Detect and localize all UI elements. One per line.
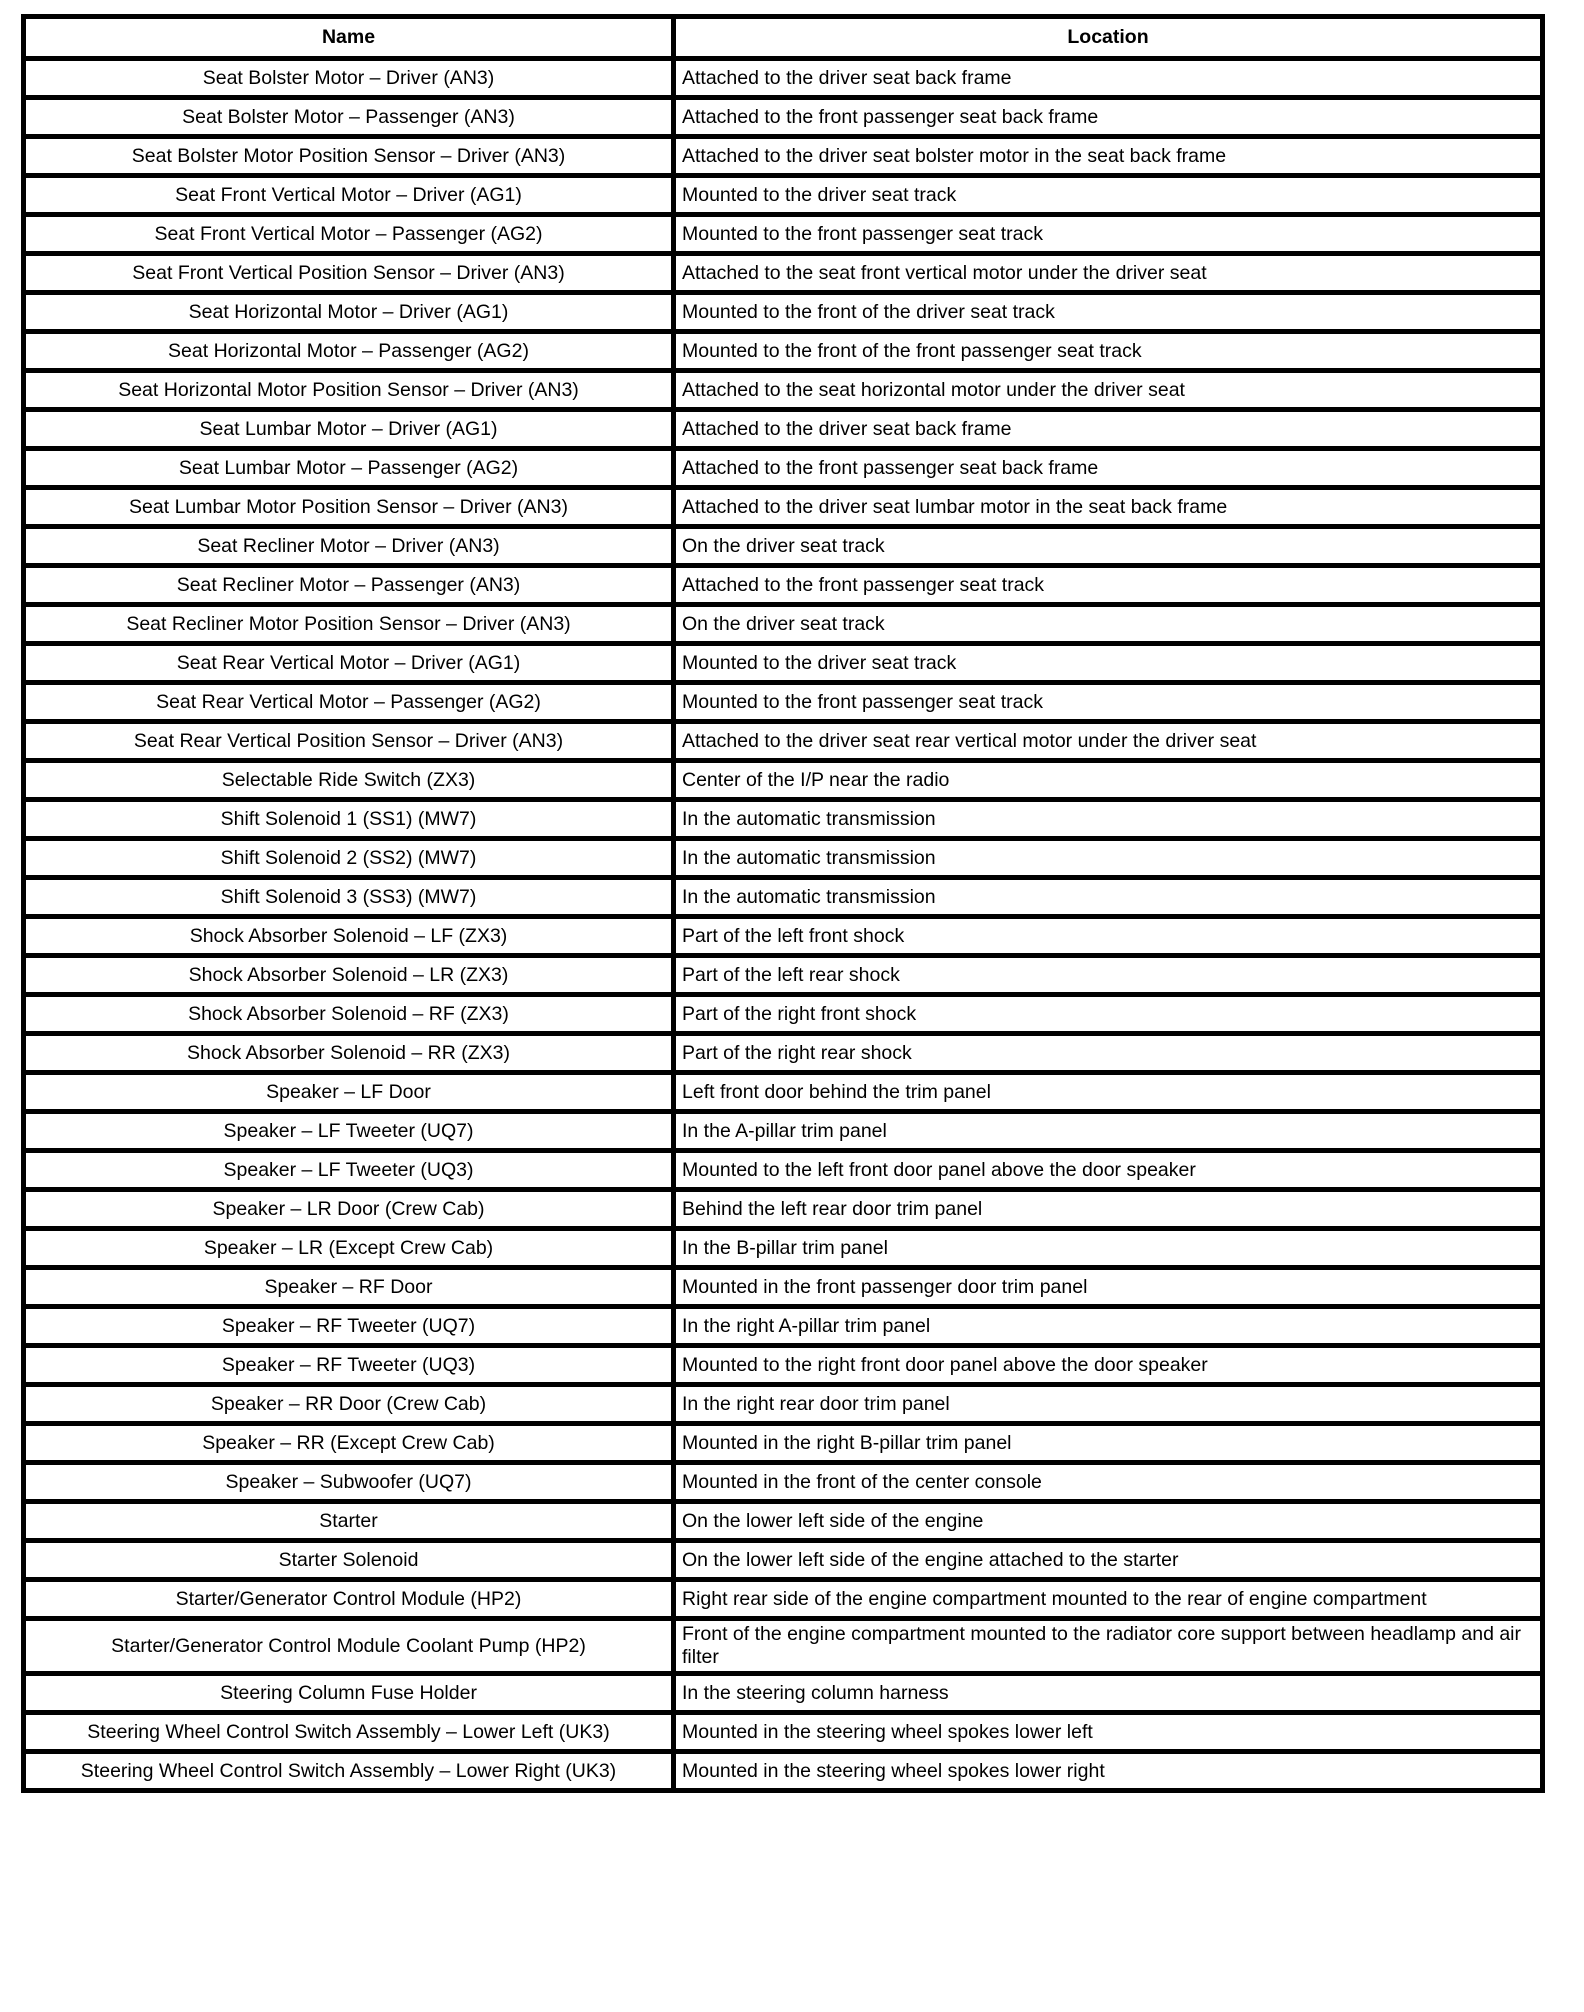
component-location-cell: Attached to the front passenger seat back frame xyxy=(674,449,1543,488)
component-location-cell: Mounted in the steering wheel spokes lower right xyxy=(674,1752,1543,1791)
component-location-cell: On the driver seat track xyxy=(674,605,1543,644)
component-name-cell: Speaker – RR (Except Crew Cab) xyxy=(24,1424,674,1463)
table-row xyxy=(24,1151,1543,1190)
component-name-cell: Speaker – LF Tweeter (UQ3) xyxy=(24,1151,674,1190)
table-row xyxy=(24,839,1543,878)
component-location-cell: Attached to the seat front vertical motor under the driver seat xyxy=(674,254,1543,293)
component-name-cell: Seat Recliner Motor Position Sensor – Driver (AN3) xyxy=(24,605,674,644)
table-row xyxy=(24,215,1543,254)
table-row xyxy=(24,1713,1543,1752)
table-row xyxy=(24,566,1543,605)
component-name-cell: Seat Lumbar Motor – Driver (AG1) xyxy=(24,410,674,449)
component-location-cell: On the lower left side of the engine attached to the starter xyxy=(674,1541,1543,1580)
component-location-cell: Part of the right rear shock xyxy=(674,1034,1543,1073)
component-location-cell: Mounted to the front of the driver seat track xyxy=(674,293,1543,332)
table-row xyxy=(24,59,1543,98)
component-name-cell: Speaker – LF Tweeter (UQ7) xyxy=(24,1112,674,1151)
component-location-cell: Attached to the driver seat bolster motor in the seat back frame xyxy=(674,137,1543,176)
component-location-cell: Left front door behind the trim panel xyxy=(674,1073,1543,1112)
component-name-cell: Seat Bolster Motor Position Sensor – Driver (AN3) xyxy=(24,137,674,176)
component-name-cell: Starter/Generator Control Module (HP2) xyxy=(24,1580,674,1619)
component-name-cell: Seat Front Vertical Motor – Driver (AG1) xyxy=(24,176,674,215)
table-row xyxy=(24,761,1543,800)
component-name-cell: Seat Front Vertical Motor – Passenger (AG2) xyxy=(24,215,674,254)
component-location-cell: In the automatic transmission xyxy=(674,878,1543,917)
component-name-cell: Steering Wheel Control Switch Assembly – Lower Left (UK3) xyxy=(24,1713,674,1752)
table-row xyxy=(24,917,1543,956)
component-location-cell: Attached to the driver seat rear vertical motor under the driver seat xyxy=(674,722,1543,761)
component-name-cell: Seat Lumbar Motor – Passenger (AG2) xyxy=(24,449,674,488)
component-location-cell: In the automatic transmission xyxy=(674,839,1543,878)
table-row xyxy=(24,1229,1543,1268)
table-row xyxy=(24,176,1543,215)
table-row xyxy=(24,1541,1543,1580)
component-location-cell: Behind the left rear door trim panel xyxy=(674,1190,1543,1229)
component-name-cell: Seat Horizontal Motor – Driver (AG1) xyxy=(24,293,674,332)
table-row xyxy=(24,1034,1543,1073)
name-column-header: Name xyxy=(24,17,674,59)
component-name-cell: Speaker – LR (Except Crew Cab) xyxy=(24,1229,674,1268)
table-row xyxy=(24,1346,1543,1385)
component-location-cell: Mounted to the left front door panel above the door speaker xyxy=(674,1151,1543,1190)
table-row xyxy=(24,605,1543,644)
component-name-cell: Speaker – RF Tweeter (UQ3) xyxy=(24,1346,674,1385)
component-name-cell: Seat Front Vertical Position Sensor – Driver (AN3) xyxy=(24,254,674,293)
table-row xyxy=(24,800,1543,839)
component-location-cell: In the A-pillar trim panel xyxy=(674,1112,1543,1151)
table-row xyxy=(24,956,1543,995)
table-row xyxy=(24,683,1543,722)
component-location-cell: In the steering column harness xyxy=(674,1674,1543,1713)
component-name-cell: Speaker – LR Door (Crew Cab) xyxy=(24,1190,674,1229)
component-name-cell: Shock Absorber Solenoid – RR (ZX3) xyxy=(24,1034,674,1073)
table-row xyxy=(24,1307,1543,1346)
table-row xyxy=(24,1190,1543,1229)
component-name-cell: Steering Wheel Control Switch Assembly – Lower Right (UK3) xyxy=(24,1752,674,1791)
component-name-cell: Shift Solenoid 1 (SS1) (MW7) xyxy=(24,800,674,839)
component-name-cell: Seat Rear Vertical Position Sensor – Driver (AN3) xyxy=(24,722,674,761)
component-name-cell: Seat Rear Vertical Motor – Driver (AG1) xyxy=(24,644,674,683)
component-location-cell: Attached to the driver seat lumbar motor in the seat back frame xyxy=(674,488,1543,527)
table-row xyxy=(24,449,1543,488)
table-row xyxy=(24,527,1543,566)
component-name-cell: Shock Absorber Solenoid – LF (ZX3) xyxy=(24,917,674,956)
table-row xyxy=(24,1424,1543,1463)
component-location-cell: Mounted in the front of the center console xyxy=(674,1463,1543,1502)
component-name-cell: Shock Absorber Solenoid – RF (ZX3) xyxy=(24,995,674,1034)
table-row xyxy=(24,1619,1543,1674)
component-name-cell: Seat Rear Vertical Motor – Passenger (AG2) xyxy=(24,683,674,722)
table-row xyxy=(24,371,1543,410)
component-location-cell: In the automatic transmission xyxy=(674,800,1543,839)
component-name-cell: Steering Column Fuse Holder xyxy=(24,1674,674,1713)
component-location-cell: Mounted to the right front door panel above the door speaker xyxy=(674,1346,1543,1385)
table-row xyxy=(24,722,1543,761)
component-location-cell: Attached to the driver seat back frame xyxy=(674,59,1543,98)
table-row xyxy=(24,644,1543,683)
table-row xyxy=(24,293,1543,332)
component-location-cell: Part of the right front shock xyxy=(674,995,1543,1034)
table-row xyxy=(24,995,1543,1034)
component-name-cell: Shift Solenoid 2 (SS2) (MW7) xyxy=(24,839,674,878)
component-name-cell: Seat Bolster Motor – Passenger (AN3) xyxy=(24,98,674,137)
component-name-cell: Starter/Generator Control Module Coolant Pump (HP2) xyxy=(24,1619,674,1674)
table-row xyxy=(24,1502,1543,1541)
table-row xyxy=(24,98,1543,137)
component-name-cell: Seat Horizontal Motor – Passenger (AG2) xyxy=(24,332,674,371)
component-location-cell: Mounted to the front of the front passenger seat track xyxy=(674,332,1543,371)
component-location-cell: Attached to the driver seat back frame xyxy=(674,410,1543,449)
component-location-cell: In the B-pillar trim panel xyxy=(674,1229,1543,1268)
component-location-cell: Mounted to the front passenger seat track xyxy=(674,215,1543,254)
component-location-cell: Mounted to the driver seat track xyxy=(674,644,1543,683)
component-name-cell: Shift Solenoid 3 (SS3) (MW7) xyxy=(24,878,674,917)
table-row xyxy=(24,488,1543,527)
component-location-cell: Attached to the seat horizontal motor under the driver seat xyxy=(674,371,1543,410)
component-name-cell: Seat Bolster Motor – Driver (AN3) xyxy=(24,59,674,98)
table-body xyxy=(24,59,1543,1791)
location-column-header: Location xyxy=(674,17,1543,59)
component-name-cell: Speaker – Subwoofer (UQ7) xyxy=(24,1463,674,1502)
component-location-cell: Mounted in the right B-pillar trim panel xyxy=(674,1424,1543,1463)
component-location-cell: Mounted to the front passenger seat track xyxy=(674,683,1543,722)
component-location-cell: On the driver seat track xyxy=(674,527,1543,566)
component-name-cell: Shock Absorber Solenoid – LR (ZX3) xyxy=(24,956,674,995)
component-name-cell: Selectable Ride Switch (ZX3) xyxy=(24,761,674,800)
component-name-cell: Speaker – RF Tweeter (UQ7) xyxy=(24,1307,674,1346)
table-row xyxy=(24,137,1543,176)
component-name-cell: Seat Lumbar Motor Position Sensor – Driver (AN3) xyxy=(24,488,674,527)
table-row xyxy=(24,878,1543,917)
table-row xyxy=(24,1674,1543,1713)
table-row xyxy=(24,1752,1543,1791)
component-location-cell: Attached to the front passenger seat back frame xyxy=(674,98,1543,137)
table-row xyxy=(24,1073,1543,1112)
component-location-cell: On the lower left side of the engine xyxy=(674,1502,1543,1541)
component-location-cell: Part of the left front shock xyxy=(674,917,1543,956)
table-row xyxy=(24,1463,1543,1502)
component-location-table xyxy=(21,14,1545,1793)
component-location-cell: Mounted in the steering wheel spokes lower left xyxy=(674,1713,1543,1752)
component-location-cell: Front of the engine compartment mounted to the radiator core support between headlamp and air filter xyxy=(674,1619,1543,1674)
table-row xyxy=(24,1580,1543,1619)
component-name-cell: Seat Recliner Motor – Driver (AN3) xyxy=(24,527,674,566)
component-name-cell: Seat Horizontal Motor Position Sensor – Driver (AN3) xyxy=(24,371,674,410)
component-name-cell: Speaker – RF Door xyxy=(24,1268,674,1307)
component-location-cell: Center of the I/P near the radio xyxy=(674,761,1543,800)
table-row xyxy=(24,1112,1543,1151)
component-name-cell: Starter xyxy=(24,1502,674,1541)
table-row xyxy=(24,410,1543,449)
component-name-cell: Seat Recliner Motor – Passenger (AN3) xyxy=(24,566,674,605)
component-name-cell: Speaker – LF Door xyxy=(24,1073,674,1112)
component-location-cell: In the right A-pillar trim panel xyxy=(674,1307,1543,1346)
component-location-cell: Mounted in the front passenger door trim panel xyxy=(674,1268,1543,1307)
component-location-cell: Part of the left rear shock xyxy=(674,956,1543,995)
component-location-cell: Right rear side of the engine compartment mounted to the rear of engine compartment xyxy=(674,1580,1543,1619)
table-row xyxy=(24,332,1543,371)
component-location-cell: Attached to the front passenger seat track xyxy=(674,566,1543,605)
component-name-cell: Starter Solenoid xyxy=(24,1541,674,1580)
component-location-cell: Mounted to the driver seat track xyxy=(674,176,1543,215)
component-location-cell: In the right rear door trim panel xyxy=(674,1385,1543,1424)
table-row xyxy=(24,1268,1543,1307)
table-row xyxy=(24,254,1543,293)
table-row xyxy=(24,1385,1543,1424)
header-row xyxy=(24,17,1543,59)
component-name-cell: Speaker – RR Door (Crew Cab) xyxy=(24,1385,674,1424)
